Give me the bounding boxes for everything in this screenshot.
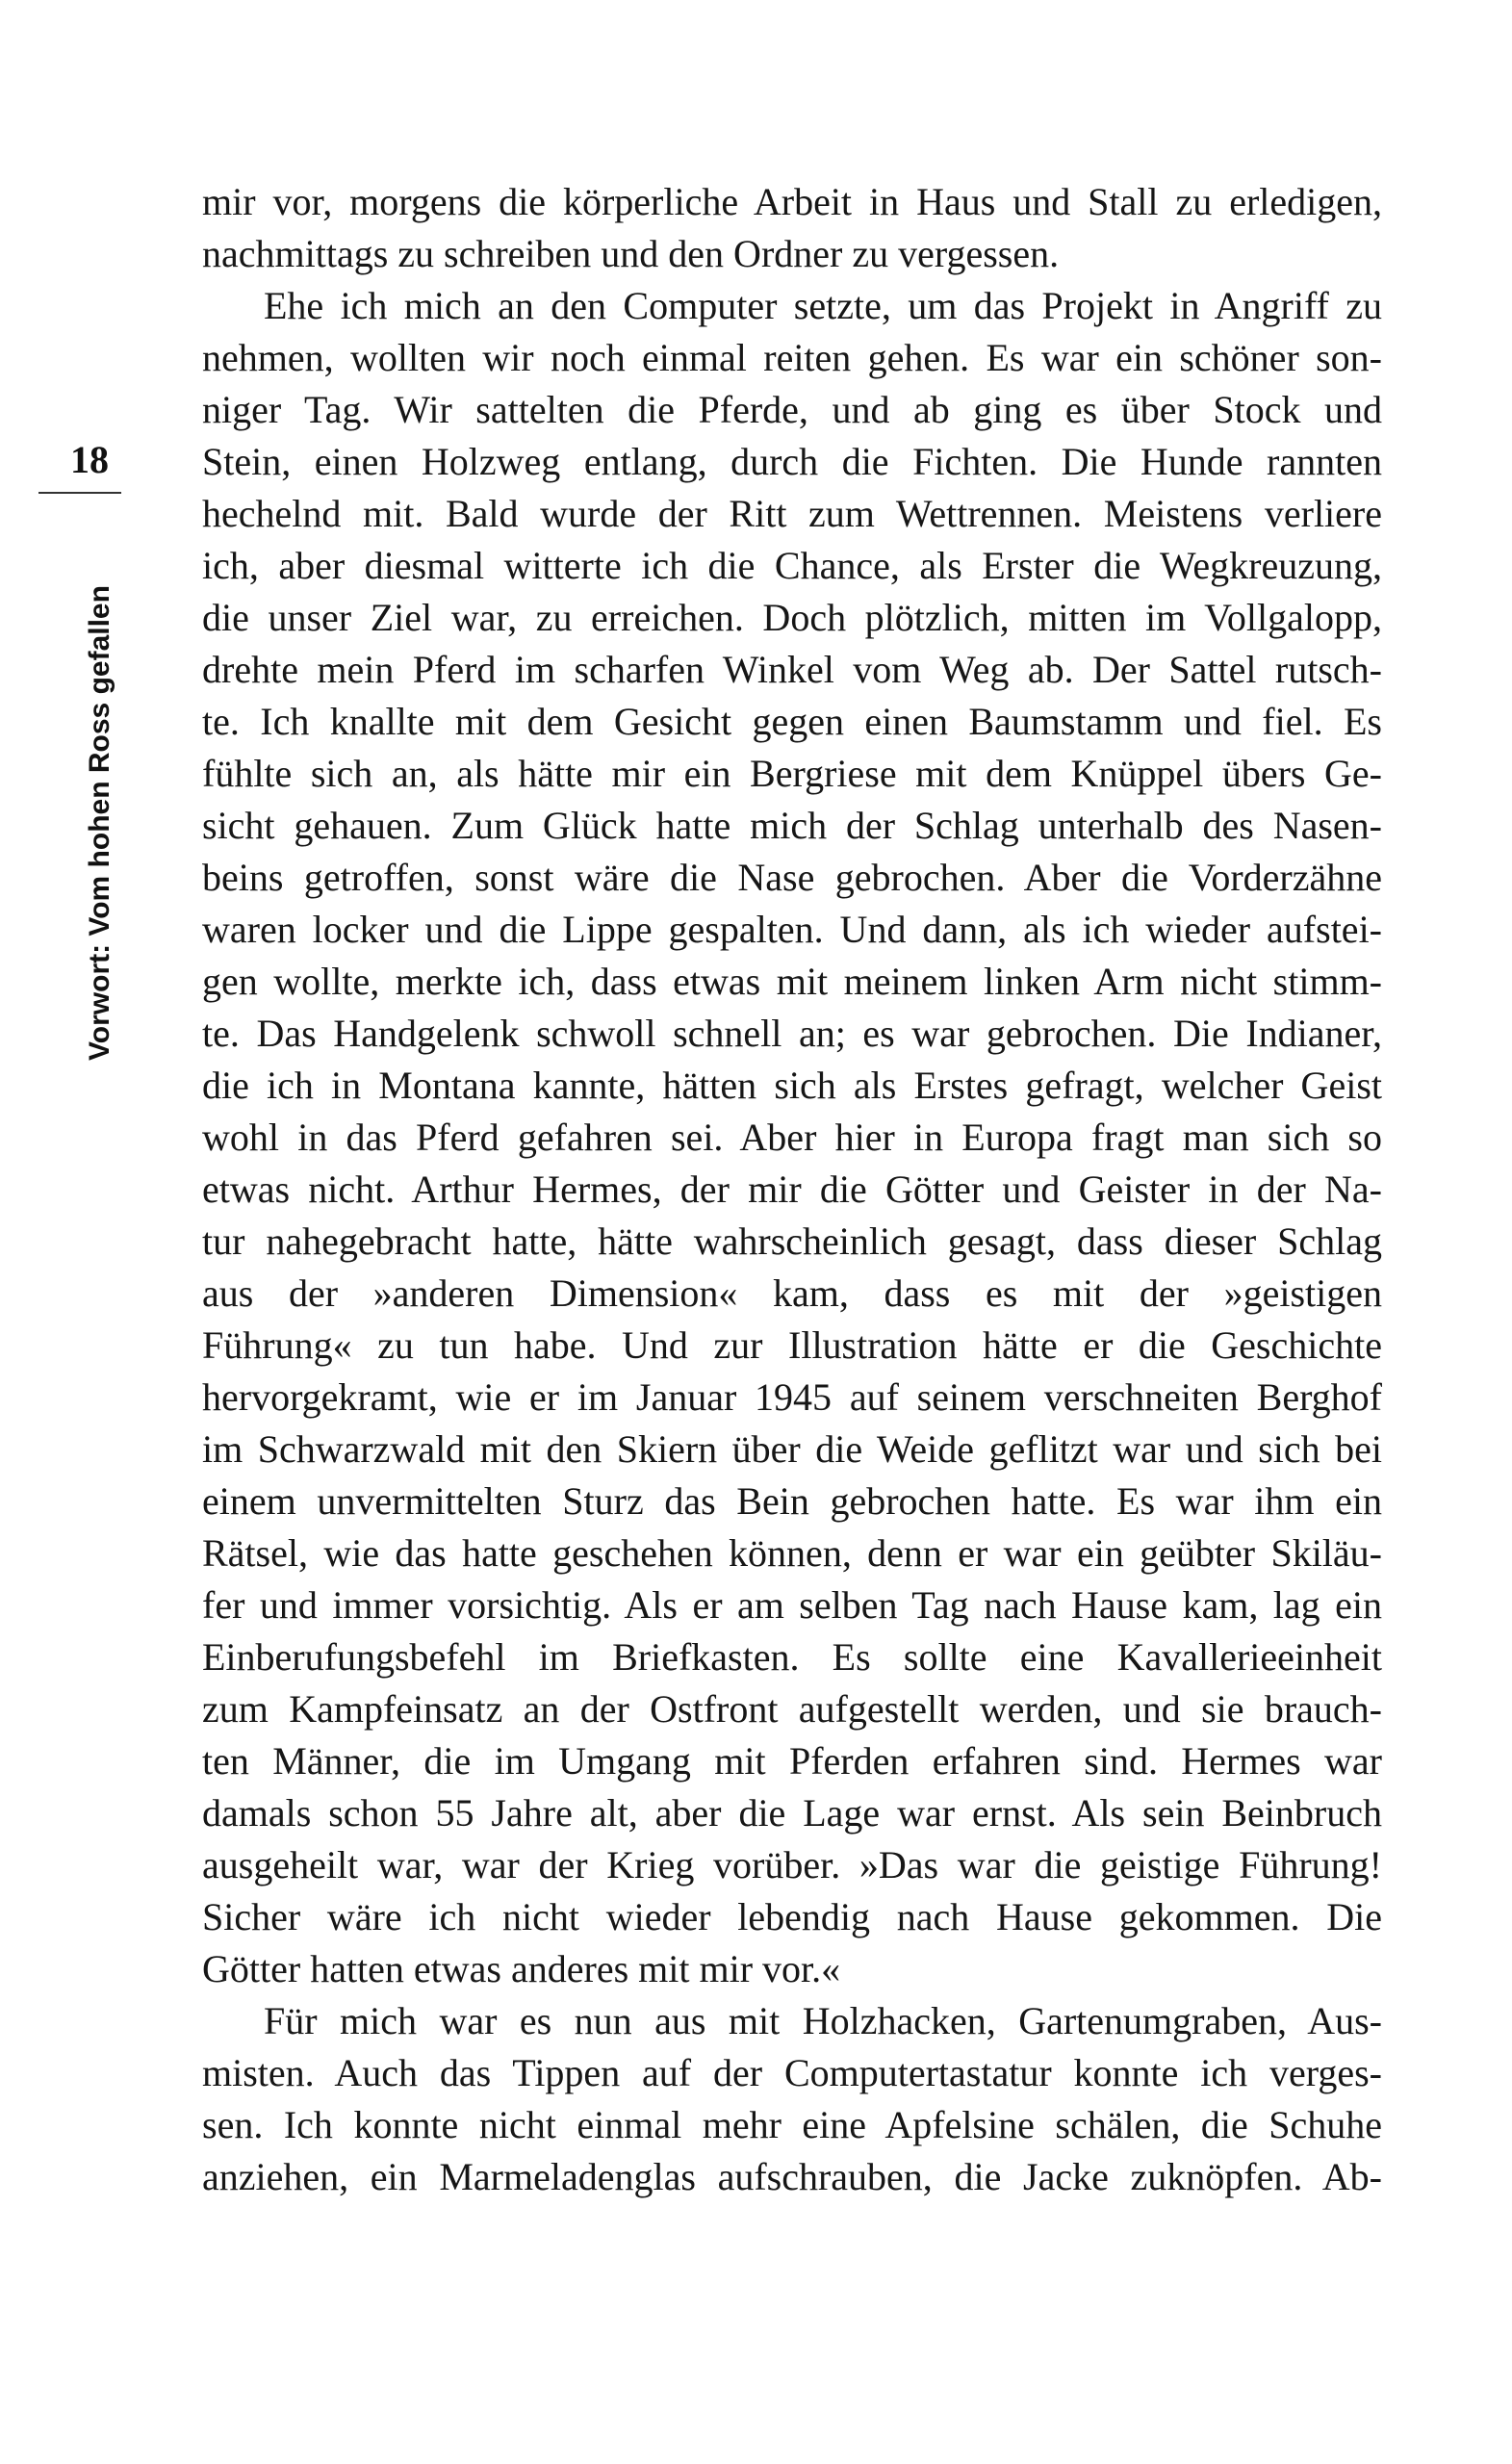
text-line: ten Männer, die im Umgang mit Pferden erfahren sind. Hermes war — [202, 1739, 1382, 1783]
text-line: Führung« zu tun habe. Und zur Illustration hätte er die Geschichte — [202, 1323, 1382, 1367]
text-line: waren locker und die Lippe gespalten. Und dann, als ich wieder aufstei- — [202, 908, 1382, 951]
text-line: sen. Ich konnte nicht einmal mehr eine Apfelsine schälen, die Schuhe — [202, 2103, 1382, 2146]
text-line: beins getroffen, sonst wäre die Nase gebrochen. Aber die Vorderzähne — [202, 856, 1382, 899]
text-line: ich, aber diesmal witterte ich die Chance, als Erster die Wegkreuzung, — [202, 544, 1382, 587]
text-line: zum Kampfeinsatz an der Ostfront aufgestellt werden, und sie brauch- — [202, 1687, 1382, 1731]
text-line: niger Tag. Wir sattelten die Pferde, und ab ging es über Stock und — [202, 388, 1382, 431]
text-line: drehte mein Pferd im scharfen Winkel vom Weg ab. Der Sattel rutsch- — [202, 648, 1382, 691]
text-line: nachmittags zu schreiben und den Ordner zu vergessen. — [202, 232, 1060, 275]
text-line: einem unvermittelten Sturz das Bein gebrochen hatte. Es war ihm ein — [202, 1479, 1382, 1523]
page-number: 18 — [70, 438, 109, 481]
text-line: Stein, einen Holzweg entlang, durch die Fichten. Die Hunde rannten — [202, 440, 1382, 483]
text-line: etwas nicht. Arthur Hermes, der mir die Götter und Geister in der Na- — [202, 1168, 1382, 1211]
text-line: sicht gehauen. Zum Glück hatte mich der Schlag unterhalb des Nasen- — [202, 804, 1382, 847]
text-line: misten. Auch das Tippen auf der Computertastatur konnte ich verges- — [202, 2051, 1382, 2094]
text-line: te. Das Handgelenk schwoll schnell an; es war gebrochen. Die Indianer, — [202, 1012, 1382, 1055]
text-line: die unser Ziel war, zu erreichen. Doch plötzlich, mitten im Vollgalopp, — [202, 596, 1382, 639]
text-line: hervorgekramt, wie er im Januar 1945 auf seinem verschneiten Berghof — [202, 1375, 1382, 1419]
margin-divider — [38, 492, 121, 494]
text-line: nehmen, wollten wir noch einmal reiten gehen. Es war ein schöner son- — [202, 336, 1382, 379]
text-line: tur nahegebracht hatte, hätte wahrscheinlich gesagt, dass dieser Schlag — [202, 1219, 1382, 1263]
text-line: aus der »anderen Dimension« kam, dass es mit der »geistigen — [202, 1271, 1382, 1315]
text-line: Für mich war es nun aus mit Holzhacken, Gartenumgraben, Aus- — [264, 1999, 1382, 2042]
text-line: im Schwarzwald mit den Skiern über die Weide geflitzt war und sich bei — [202, 1427, 1382, 1471]
text-line: ausgeheilt war, war der Krieg vorüber. »Das war die geistige Führung! — [202, 1843, 1382, 1886]
text-line: anziehen, ein Marmeladenglas aufschrauben, die Jacke zuknöpfen. Ab- — [202, 2155, 1382, 2198]
body-text — [202, 176, 1382, 2203]
text-line: Ehe ich mich an den Computer setzte, um das Projekt in Angriff zu — [264, 284, 1382, 327]
text-line: Sicher wäre ich nicht wieder lebendig nach Hause gekommen. Die — [202, 1895, 1382, 1938]
text-line: fühlte sich an, als hätte mir ein Bergriese mit dem Knüppel übers Ge- — [202, 752, 1382, 795]
text-line: Einberufungsbefehl im Briefkasten. Es sollte eine Kavallerieeinheit — [202, 1635, 1382, 1679]
text-line: wohl in das Pferd gefahren sei. Aber hier in Europa fragt man sich so — [202, 1116, 1382, 1159]
text-line: Götter hatten etwas anderes mit mir vor.« — [202, 1947, 841, 1990]
text-line: te. Ich knallte mit dem Gesicht gegen einen Baumstamm und fiel. Es — [202, 700, 1382, 743]
text-line: mir vor, morgens die körperliche Arbeit in Haus und Stall zu erledigen, — [202, 180, 1382, 223]
text-line: damals schon 55 Jahre alt, aber die Lage war ernst. Als sein Beinbruch — [202, 1791, 1382, 1835]
text-line: die ich in Montana kannte, hätten sich als Erstes gefragt, welcher Geist — [202, 1064, 1382, 1107]
text-line: gen wollte, merkte ich, dass etwas mit meinem linken Arm nicht stimm- — [202, 960, 1382, 1003]
text-line: fer und immer vorsichtig. Als er am selben Tag nach Hause kam, lag ein — [202, 1583, 1382, 1627]
text-line: Rätsel, wie das hatte geschehen können, denn er war ein geübter Skiläu- — [202, 1531, 1382, 1575]
running-head: Vorwort: Vom hohen Ross gefallen — [84, 585, 115, 1061]
text-line: hechelnd mit. Bald wurde der Ritt zum Wettrennen. Meistens verliere — [202, 492, 1382, 535]
